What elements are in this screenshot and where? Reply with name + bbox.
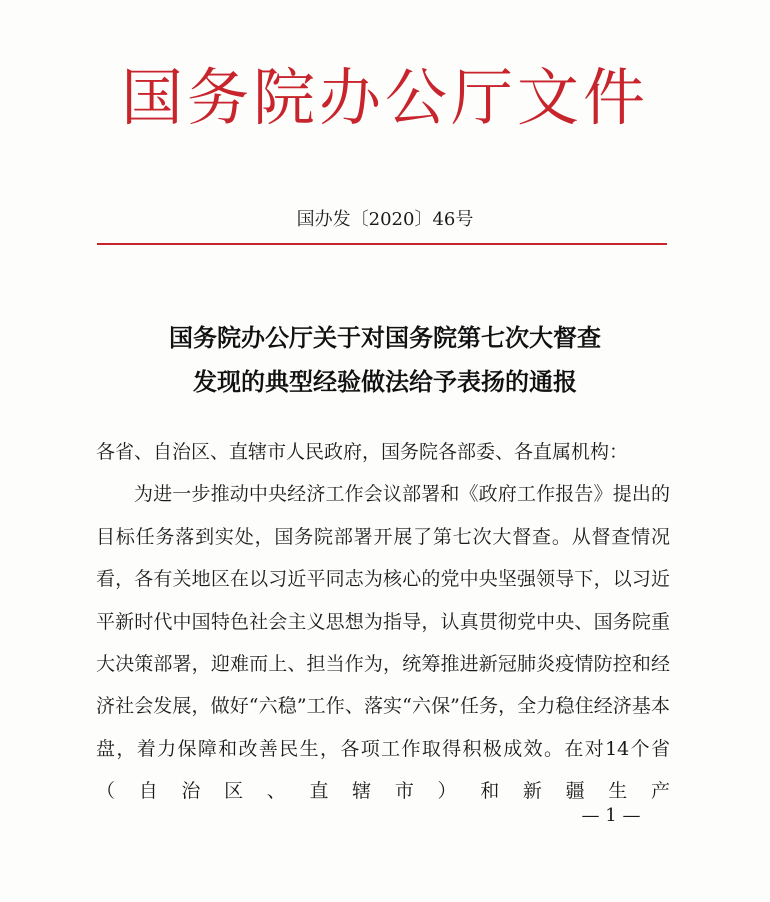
body-paragraph: 为进一步推动中央经济工作会议部署和《政府工作报告》提出的目标任务落到实处，国务院部署开展了第七次大督查。从督查情况看，各有关地区在以习近平同志为核心的党中央坚强领导下，以习近平新时代中国特色社会主义思想为指导，认真贯彻党中央、国务院重大决策部署，迎难而上、担当作为，统筹推进新冠肺炎疫情防控和经济社会发展，做好“六稳”工作、落实“六保”任务，全力稳住经济基本盘，着力保障和改善民生，各项工作取得积极成效。在对14个省（自治区、直辖市）和新疆生产 (96, 483, 670, 803)
notice-title-line-2: 发现的典型经验做法给予表扬的通报 (193, 368, 577, 396)
red-divider-line (97, 243, 667, 245)
salutation: 各省、自治区、直辖市人民政府，国务院各部委、各直属机构： (96, 441, 629, 463)
document-header-title: 国务院办公厅文件 (120, 61, 649, 134)
page-number: — 1 — (581, 805, 641, 826)
document-body (96, 431, 670, 813)
notice-title (0, 316, 770, 404)
document-number: 国办发〔2020〕46号 (296, 209, 474, 230)
notice-title-line-1: 国务院办公厅关于对国务院第七次大督查 (169, 324, 601, 352)
